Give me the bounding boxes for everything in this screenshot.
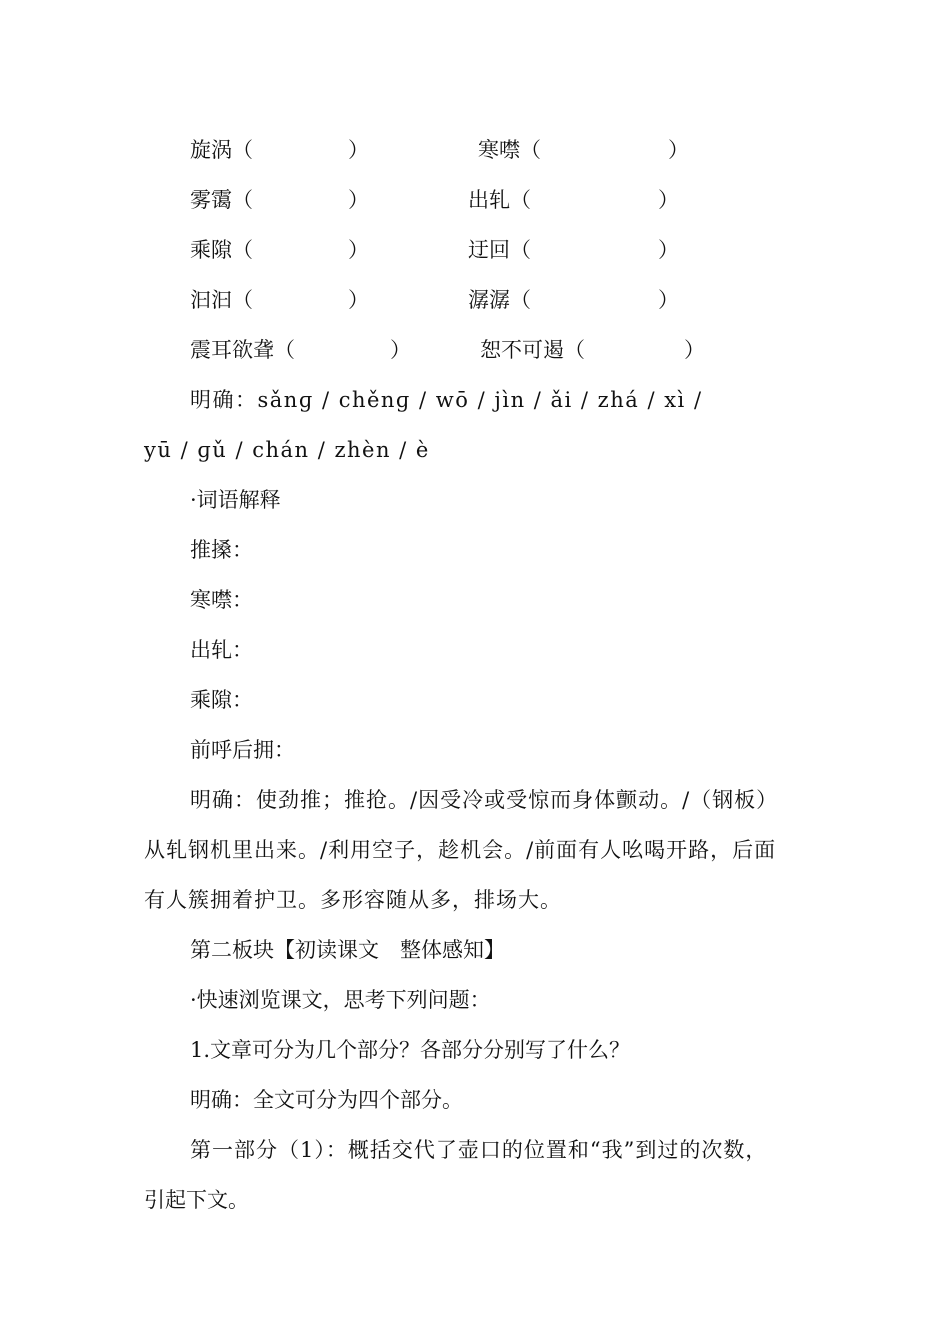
paren-close: ）	[658, 288, 679, 312]
paren-close: ）	[348, 188, 369, 212]
paren-close: ）	[348, 288, 369, 312]
term-right: 恕不可遏（	[480, 338, 585, 362]
term-right: 寒噤（	[478, 138, 541, 162]
paren-close: ）	[390, 338, 411, 362]
term-right: 迂回（	[468, 238, 531, 262]
paren-close: ）	[658, 188, 679, 212]
answer-paragraph-line: 明确：使劲推；推抢。/因受冷或受惊而身体颤动。/（钢板）	[190, 788, 779, 812]
answer-paragraph-line: 有人簇拥着护卫。多形容随从多，排场大。	[144, 888, 562, 912]
answer-pinyin-line: yū / ɡǔ / chán / zhèn / è	[144, 438, 430, 462]
answer-text: 明确：全文可分为四个部分。	[190, 1088, 463, 1112]
vocab-term: 寒噤：	[190, 588, 253, 612]
term-left: 乘隙（	[190, 238, 253, 262]
vocab-term: 乘隙：	[190, 688, 253, 712]
block-title: 第二板块【初读课文 整体感知】	[190, 938, 505, 962]
answer-paragraph-line: 从轧钢机里出来。/利用空子，趁机会。/前面有人吆喝开路，后面	[144, 838, 777, 862]
term-left: 震耳欲聋（	[190, 338, 295, 362]
paren-close: ）	[658, 238, 679, 262]
paren-close: ）	[348, 238, 369, 262]
paren-close: ）	[668, 138, 689, 162]
term-left: 汩汩（	[190, 288, 253, 312]
task-intro: ·快速浏览课文，思考下列问题：	[190, 988, 491, 1012]
term-right: 潺潺（	[468, 288, 531, 312]
term-left: 旋涡（	[190, 138, 253, 162]
part-description-line: 引起下文。	[144, 1188, 249, 1212]
paren-close: ）	[348, 138, 369, 162]
question-text: 1.文章可分为几个部分？各部分分别写了什么？	[190, 1038, 631, 1062]
vocab-term: 推搡：	[190, 538, 253, 562]
part-description-line: 第一部分（1）：概括交代了壶口的位置和“我”到过的次数，	[190, 1138, 768, 1162]
answer-pinyin-line: 明确：sǎnɡ / chěnɡ / wō / jìn / ǎi / zhá / xì /	[190, 388, 703, 412]
term-right: 出轧（	[468, 188, 531, 212]
term-left: 雾霭（	[190, 188, 253, 212]
section-heading: ·词语解释	[190, 488, 281, 512]
paren-close: ）	[684, 338, 705, 362]
vocab-term: 出轧：	[190, 638, 253, 662]
vocab-term: 前呼后拥：	[190, 738, 295, 762]
